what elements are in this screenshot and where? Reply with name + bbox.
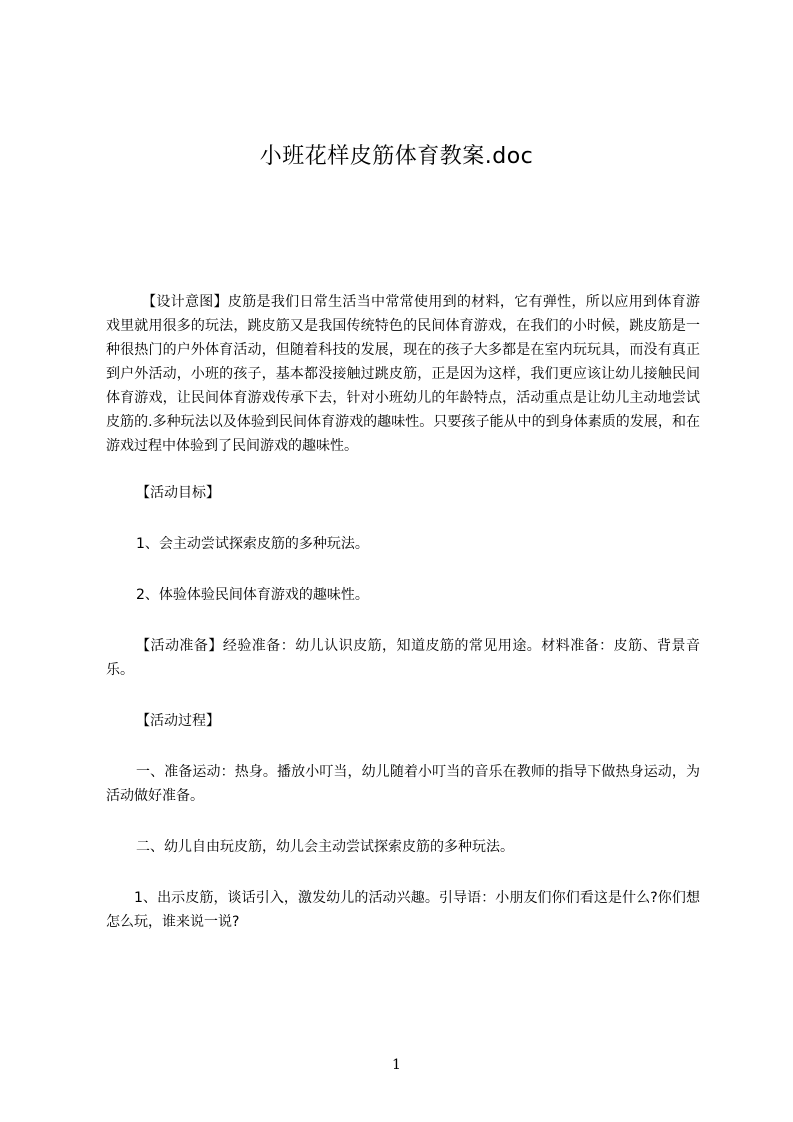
paragraph-goal-2: 2、体验体验民间体育游戏的趣味性。 — [136, 587, 369, 603]
document-title: 小班花样皮筋体育教案.doc — [259, 144, 534, 169]
paragraph-activity-preparation: 【活动准备】经验准备：幼儿认识皮筋，知道皮筋的常见用途。材料准备：皮筋、背景音乐。 — [106, 638, 700, 678]
page-number: 1 — [392, 1057, 401, 1073]
paragraph-goal-1: 1、会主动尝试探索皮筋的多种玩法。 — [136, 536, 369, 552]
paragraph-intro-rubber-band: 1、出示皮筋，谈话引入，激发幼儿的活动兴趣。引导语：小朋友们你们看这是什么?你们想怎么玩，谁来说一说? — [106, 890, 700, 930]
paragraph-free-play: 二、幼儿自由玩皮筋，幼儿会主动尝试探索皮筋的多种玩法。 — [136, 839, 514, 855]
heading-activity-process: 【活动过程】 — [136, 713, 220, 729]
document-body — [106, 290, 700, 934]
paragraph-design-intent: 【设计意图】皮筋是我们日常生活当中常常使用到的材料，它有弹性，所以应用到体育游戏里就用很多的玩法，跳皮筋又是我国传统特色的民间体育游戏，在我们的小时候，跳皮筋是一种很热门的户外体育活动，但随着科技的发展，现在的孩子大多都是在室内玩玩具，而没有真正到户外活动，小班的孩子，基本都没接触过跳皮筋，正是因为这样，我们更应该让幼儿接触民间体育游戏，让民间体育游戏传承下去，针对小班幼儿的年龄特点，活动重点是让幼儿主动地尝试皮筋的.多种玩法以及体验到民间体育游戏的趣味性。只要孩子能从中的到身体素质的发展，和在游戏过程中体验到了民间游戏的趣味性。 — [106, 294, 700, 454]
heading-activity-goals: 【活动目标】 — [136, 485, 220, 501]
paragraph-warmup: 一、准备运动：热身。播放小叮当，幼儿随着小叮当的音乐在教师的指导下做热身运动，为活动做好准备。 — [106, 764, 700, 804]
